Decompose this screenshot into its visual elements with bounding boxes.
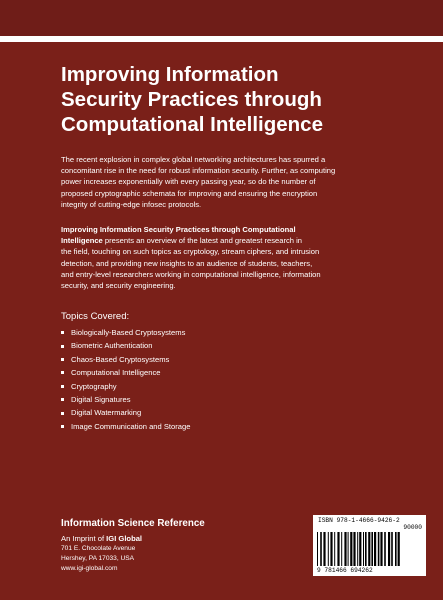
bullet-icon [61, 331, 64, 334]
barcode-stripe [323, 532, 325, 566]
barcode-stripe [384, 532, 386, 566]
barcode-stripe [388, 532, 390, 566]
bullet-icon [61, 385, 64, 388]
topic-item [61, 353, 190, 366]
top-band [0, 0, 443, 36]
barcode-stripe [380, 532, 382, 566]
title-line: Security Practices through [61, 88, 322, 111]
topic-label: Computational Intelligence [71, 368, 161, 378]
barcode-stripe [395, 532, 397, 566]
topic-item [61, 326, 190, 339]
barcode-stripe [353, 532, 355, 566]
title-line: Computational Intelligence [61, 113, 323, 136]
intro-paragraph [61, 154, 391, 210]
barcode-stripe [365, 532, 367, 566]
isbn-label: ISBN 978-1-4666-9426-2 [318, 517, 400, 524]
barcode-stripe [398, 532, 400, 566]
overview-line: and entry-level researchers working in computational intelligence, information [61, 269, 321, 279]
price-code: 90000 [403, 524, 422, 531]
topic-label: Digital Signatures [71, 395, 131, 405]
address-line: Hershey, PA 17033, USA [61, 555, 135, 562]
topic-label: Biometric Authentication [71, 341, 153, 351]
overview-line [61, 224, 401, 235]
publisher-block [61, 517, 205, 574]
barcode-stripe [334, 532, 335, 566]
overview-text: presents an overview of the latest and greatest research in [102, 236, 303, 246]
barcode-stripe [363, 532, 364, 566]
barcode-stripe [337, 532, 339, 566]
imprint-line [61, 533, 205, 544]
overview-line: the field, touching on such topics as cryptology, stream ciphers, and intrusion [61, 247, 320, 257]
barcode-stripe [378, 532, 380, 566]
publisher-name: IGI Global [106, 534, 143, 543]
bullet-icon [61, 398, 64, 401]
bottom-band [0, 590, 443, 600]
imprint-prefix: An Imprint of [61, 534, 107, 543]
barcode-stripe [330, 532, 332, 566]
intro-line: The recent explosion in complex global networking architectures has spurred a [61, 155, 326, 164]
overview-line: security, and security engineering. [61, 281, 176, 291]
book-title [61, 62, 401, 137]
barcode-stripe [328, 532, 329, 566]
intro-line: concomitant rise in the need for robust information security. Further, as computing [61, 166, 336, 176]
topic-item [61, 339, 190, 352]
barcode-stripe [344, 532, 346, 566]
overview-bold-title: Improving Information Security Practices through Computational [61, 225, 296, 234]
topic-label: Chaos-Based Cryptosystems [71, 354, 170, 364]
bullet-icon [61, 358, 64, 361]
barcode-bars-icon [317, 532, 422, 566]
topics-heading: Topics Covered: [61, 311, 130, 322]
bullet-icon [61, 412, 64, 415]
topics-list [61, 326, 190, 433]
bullet-icon [61, 371, 64, 374]
overview-line [61, 235, 401, 246]
title-line: Improving Information [61, 63, 279, 86]
overview-bold-title-end: Intelligence [61, 236, 103, 246]
barcode-stripe [359, 532, 361, 566]
barcode-stripe [317, 532, 318, 566]
topic-label: Image Communication and Storage [71, 421, 191, 431]
barcode-stripe [348, 532, 349, 566]
intro-line: proposed cryptographic schemata for improving and ensuring the encryption [61, 188, 318, 198]
topic-item [61, 393, 190, 406]
topic-item [61, 366, 190, 379]
barcode-stripe [391, 532, 393, 566]
barcode-stripe [341, 532, 342, 566]
series-name: Information Science Reference [61, 518, 205, 529]
barcode-stripe [368, 532, 370, 566]
barcode-stripe [371, 532, 373, 566]
topic-item [61, 380, 190, 393]
intro-line: power increases exponentially with every passing year, so do the number of [61, 177, 316, 187]
topic-label: Biologically-Based Cryptosystems [71, 328, 186, 337]
ean-digits: 9 781466 694262 [317, 567, 373, 574]
topic-item [61, 406, 190, 419]
intro-line: integrity of cutting-edge infosec protocols. [61, 199, 202, 209]
barcode-stripe [320, 532, 322, 566]
barcode-stripe [357, 532, 358, 566]
barcode-stripe [350, 532, 352, 566]
topic-label: Cryptography [71, 381, 117, 391]
topic-label: Digital Watermarking [71, 408, 142, 418]
overview-line: detection, and providing new insights to an audience of students, teachers, [61, 258, 313, 268]
website-line: www.igi-global.com [61, 565, 118, 572]
barcode [313, 515, 426, 576]
address-line: 701 E. Chocolate Avenue [61, 545, 136, 552]
bullet-icon [61, 425, 64, 428]
topic-item [61, 420, 190, 433]
barcode-stripe [374, 532, 376, 566]
overview-paragraph [61, 224, 401, 291]
bullet-icon [61, 345, 64, 348]
